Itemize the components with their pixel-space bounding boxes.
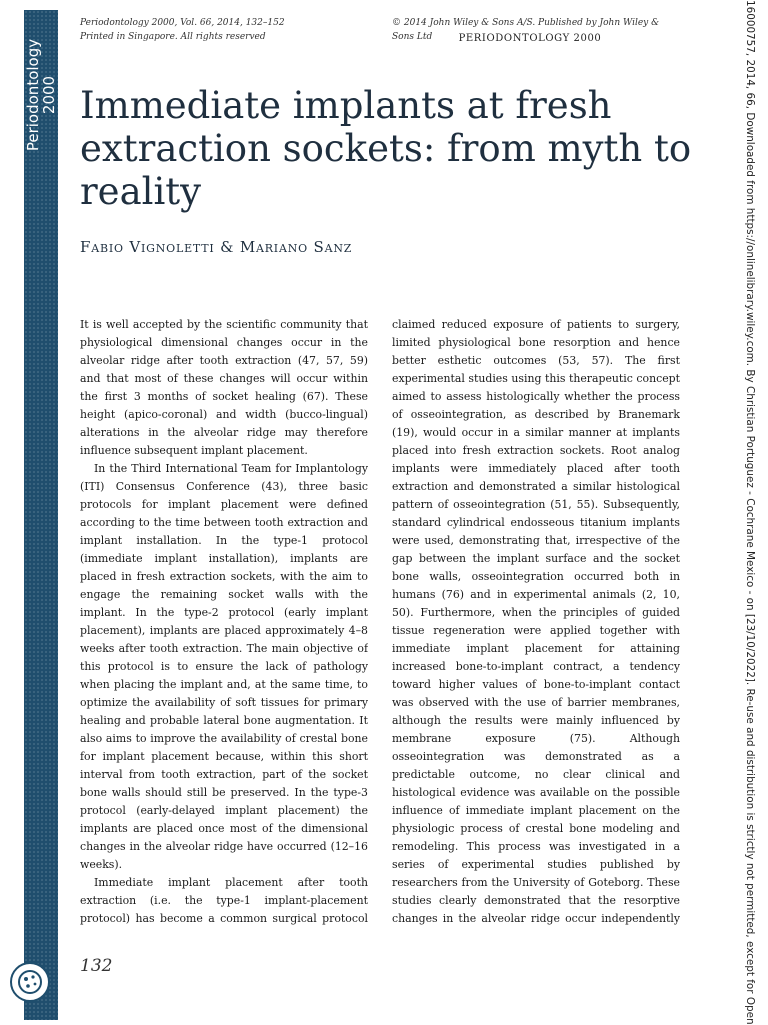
printed-line: Printed in Singapore. All rights reserved (80, 32, 266, 42)
page-number: 132 (80, 956, 113, 976)
paragraph: Immediate implant placement after tooth extraction (i.e. the type-1 implant-placement protocol) has become a common surgical protocol (80, 876, 368, 925)
body-column-right (392, 316, 680, 926)
journal-band-title-line1: Periodontology (24, 38, 42, 152)
paragraph: In the Third International Team for Implantology (ITI) Consensus Conference (43), three basic protocols for implant placement were defined according to the time between tooth extraction and implant installation. In the type-1 protocol (immediate implant installation), implants are placed in fresh extraction sockets, with the aim to engage the remaining socket walls with the implant. In the type-2 protocol (early implant placement), implants are placed approximately 4–8 weeks after tooth extraction. The main objective of this protocol is to ensure the lack of pathology when placing the implant and, at the same time, to optimize the availability of soft tissues for primary healing and probable lateral bone augmentation. It also aims to improve the availability of crestal bone for implant placement because, within this short interval from tooth extraction, part of the socket bone walls should still be preserved. In the type-3 protocol (early-delayed implant placement) the implants are placed once most of the dimensional changes in the alveolar ridge have occurred (12–16 weeks). (80, 462, 368, 871)
article-title: Immediate implants at fresh extraction sockets: from myth to reality (80, 84, 692, 213)
download-notice-text: 16000757, 2014, 66, Downloaded from https://onlinelibrary.wiley.com. By Christian Portuguez - Cochrane Mexico - on [23/10/2022]. Re-use and distribution is strictly not permitted, except for Open (744, 0, 756, 1025)
citation-header (80, 16, 285, 44)
citation-line: Periodontology 2000, Vol. 66, 2014, 132–152 (80, 18, 285, 28)
download-notice (738, 0, 762, 1024)
paragraph: It is well accepted by the scientific community that physiological dimensional changes occur in the alveolar ridge after tooth extraction (47, 57, 59) and that most of these changes will occur within the first 3 months of socket healing (67). These height (apico-coronal) and width (bucco-lingual) alterations in the alveolar ridge may therefore influence subsequent implant placement. (80, 318, 368, 457)
article-authors: Fabio Vignoletti & Mariano Sanz (80, 238, 353, 256)
journal-band-title-line2: 2000 (40, 75, 58, 115)
publisher-logo-icon[interactable] (10, 962, 50, 1002)
journal-name: PERIODONTOLOGY 2000 (458, 33, 602, 44)
journal-band-title (24, 10, 58, 180)
paragraph: claimed reduced exposure of patients to surgery, limited physiological bone resorption and hence better esthetic outcomes (53, 57). The first experimental studies using this therapeutic concept aimed to assess histologically whether the process of osseointegration, as described by Branemark (19), would occur in a similar manner at implants placed into fresh extraction sockets. Root analog implants were immediately placed after tooth extraction and demonstrated a similar histological pattern of osseointegration (51, 55). Subsequently, standard cylindrical endosseous titanium implants were used, demonstrating that, irrespective of the gap between the implant surface and the socket bone walls, osseointegration occurred both in humans (76) and in experimental animals (2, 10, 50). Furthermore, when the principles of guided tissue regeneration were applied together with immediate implant placement for attaining increased bone-to-implant contract, a tendency toward higher values of bone-to-implant contact was observed with the use of barrier membranes, although the results were mainly influenced by membrane exposure (75). Although osseointegration was demonstrated as a predictable outcome, no clear clinical and histological evidence was available on the possible influence of immediate implant placement on the physiologic process of crestal bone modeling and remodeling. This process was investigated in a series of experimental studies published by researchers from the University of Goteborg. These studies clearly demonstrated that the resorptive changes in the alveolar ridge occur independently (392, 318, 680, 925)
body-column-left (80, 316, 368, 926)
copyright-line: © 2014 John Wiley & Sons A/S. Published by John Wiley & Sons Ltd (392, 18, 660, 42)
